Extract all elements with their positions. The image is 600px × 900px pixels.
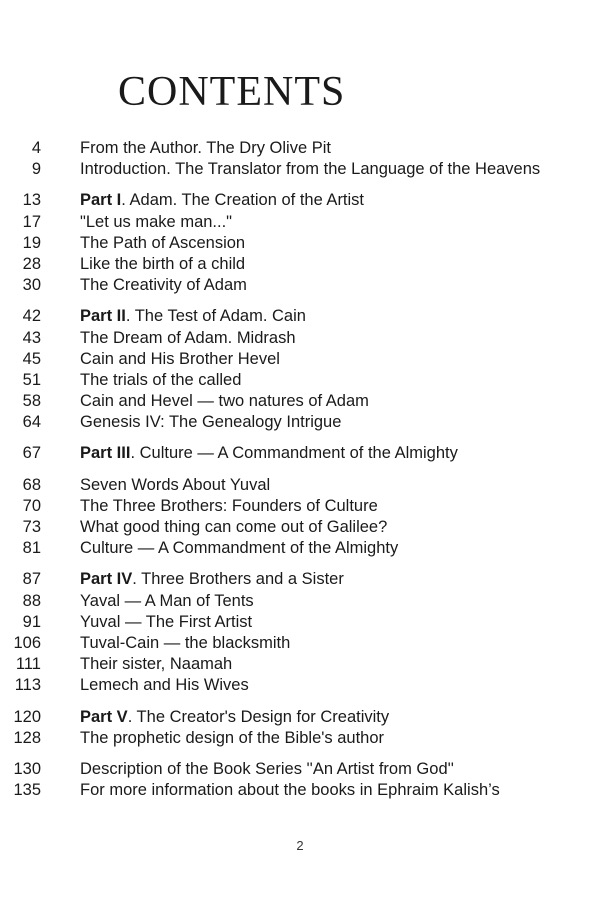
toc-group [0, 190, 600, 296]
toc-entry[interactable] [0, 443, 600, 464]
toc-entry[interactable] [0, 633, 600, 654]
toc-page-number: 19 [22, 233, 41, 252]
toc-entry-title: Yaval — A Man of Tents [80, 591, 254, 610]
toc-page-number: 111 [15, 655, 41, 674]
toc-entry[interactable] [0, 275, 600, 296]
toc-page-number: 128 [13, 728, 41, 747]
toc-page-number: 43 [22, 328, 41, 347]
toc-part-label: Part III [80, 444, 131, 463]
toc-entry[interactable] [0, 138, 600, 159]
toc-entry[interactable] [0, 517, 600, 538]
toc-page-number: 42 [22, 307, 41, 326]
toc-entry-title: Their sister, Naamah [80, 655, 233, 674]
toc-group [0, 569, 600, 696]
toc-page-number: 91 [22, 612, 41, 631]
toc-entry[interactable] [0, 391, 600, 412]
toc-entry[interactable] [0, 759, 600, 780]
toc-entry[interactable] [0, 233, 600, 254]
toc-entry-title: Cain and Hevel — two natures of Adam [80, 392, 369, 411]
toc-entry-title: Part II. The Test of Adam. Cain [80, 307, 306, 326]
toc-entry-title: Yuval — The First Artist [80, 612, 253, 631]
toc-group [0, 707, 600, 749]
toc-page-number: 130 [13, 759, 41, 778]
toc-part-label: Part I [80, 191, 122, 210]
toc-entry-title: Like the birth of a child [80, 254, 246, 273]
toc-entry[interactable] [0, 707, 600, 728]
toc-page-number: 106 [13, 633, 41, 652]
toc-entry[interactable] [0, 728, 600, 749]
toc-page-number: 13 [22, 191, 41, 210]
toc-entry-title: What good thing can come out of Galilee? [80, 518, 388, 536]
toc-entry[interactable] [0, 328, 600, 349]
toc-entry[interactable] [0, 212, 600, 233]
toc-entry-title: Tuval-Cain — the blacksmith [80, 633, 291, 652]
toc-entry-title: For more information about the books in Ephraim Kalish’s [80, 781, 500, 800]
toc-entry[interactable] [0, 412, 600, 433]
toc-entry-title: Part V. The Creator's Design for Creativity [80, 707, 390, 726]
toc-page-number: 88 [22, 591, 41, 610]
toc-page-number: 87 [22, 570, 41, 589]
toc-group [0, 138, 600, 180]
toc-page-number: 58 [22, 392, 41, 411]
toc-page-number: 68 [22, 475, 41, 494]
toc-page-number: 67 [22, 444, 41, 463]
toc-entry-title: Cain and His Brother Hevel [80, 349, 280, 368]
toc-entry-title: Part III. Culture — A Commandment of the Almighty [80, 444, 458, 463]
toc-page-number: 9 [31, 160, 41, 179]
toc-entry[interactable] [0, 591, 600, 612]
toc-group [0, 475, 600, 560]
toc-part-label: Part II [80, 307, 126, 326]
toc-page-number: 45 [22, 349, 41, 368]
toc-entry-title: The trials of the called [80, 370, 242, 389]
toc-entry[interactable] [0, 475, 600, 496]
toc-page-number: 4 [31, 139, 41, 157]
toc-entry[interactable] [0, 675, 600, 696]
toc-entry[interactable] [0, 612, 600, 633]
toc-page-number: 81 [22, 539, 41, 558]
toc-entry[interactable] [0, 780, 600, 801]
toc-page-number: 120 [13, 707, 41, 726]
toc-entry-title: The Creativity of Adam [80, 276, 247, 295]
toc-entry-title: Description of the Book Series ''An Artist from God'' [80, 759, 454, 778]
toc-entry[interactable] [0, 254, 600, 275]
toc-page-number: 73 [22, 518, 41, 536]
toc-page-number: 70 [22, 496, 41, 515]
toc-page-number: 30 [22, 276, 41, 295]
toc-entry-title: From the Author. The Dry Olive Pit [80, 139, 331, 157]
page-number: 2 [296, 838, 304, 853]
toc-entry-title: Genesis IV: The Genealogy Intrigue [80, 413, 342, 432]
toc-part-label: Part V [80, 707, 128, 726]
toc-entry[interactable] [0, 654, 600, 675]
toc-page-number: 113 [14, 676, 41, 695]
toc-entry[interactable] [0, 496, 600, 517]
toc-group [0, 306, 600, 433]
toc-group [0, 443, 600, 464]
toc-entry[interactable] [0, 306, 600, 327]
toc-entry[interactable] [0, 569, 600, 590]
toc-page-number: 51 [22, 370, 41, 389]
toc-entry-title: Part IV. Three Brothers and a Sister [80, 570, 344, 589]
page-title: CONTENTS [118, 69, 346, 115]
toc-entry-title: The Three Brothers: Founders of Culture [80, 496, 378, 515]
toc-entry[interactable] [0, 159, 600, 180]
toc-entry-title: Part I. Adam. The Creation of the Artist [80, 191, 365, 210]
toc-group [0, 759, 600, 801]
toc-entry[interactable] [0, 190, 600, 211]
toc-entry[interactable] [0, 538, 600, 559]
toc-entry-title: The prophetic design of the Bible's author [80, 728, 385, 747]
toc-entry[interactable] [0, 349, 600, 370]
toc-page-number: 28 [22, 254, 41, 273]
toc-page-number: 135 [13, 781, 41, 800]
toc-entry-title: Introduction. The Translator from the Language of the Heavens [80, 160, 541, 179]
toc-part-label: Part IV [80, 570, 133, 589]
toc-entry-title: The Path of Ascension [80, 233, 246, 252]
toc-entry-title: Seven Words About Yuval [80, 475, 271, 494]
toc-entry[interactable] [0, 370, 600, 391]
toc-entry-title: "Let us make man..." [80, 212, 233, 231]
toc-entry-title: The Dream of Adam. Midrash [80, 328, 296, 347]
toc-page-number: 17 [22, 212, 41, 231]
toc-entry-title: Culture — A Commandment of the Almighty [80, 539, 399, 558]
table-of-contents [0, 138, 600, 811]
toc-entry-title: Lemech and His Wives [80, 676, 249, 695]
toc-page-number: 64 [22, 413, 41, 432]
